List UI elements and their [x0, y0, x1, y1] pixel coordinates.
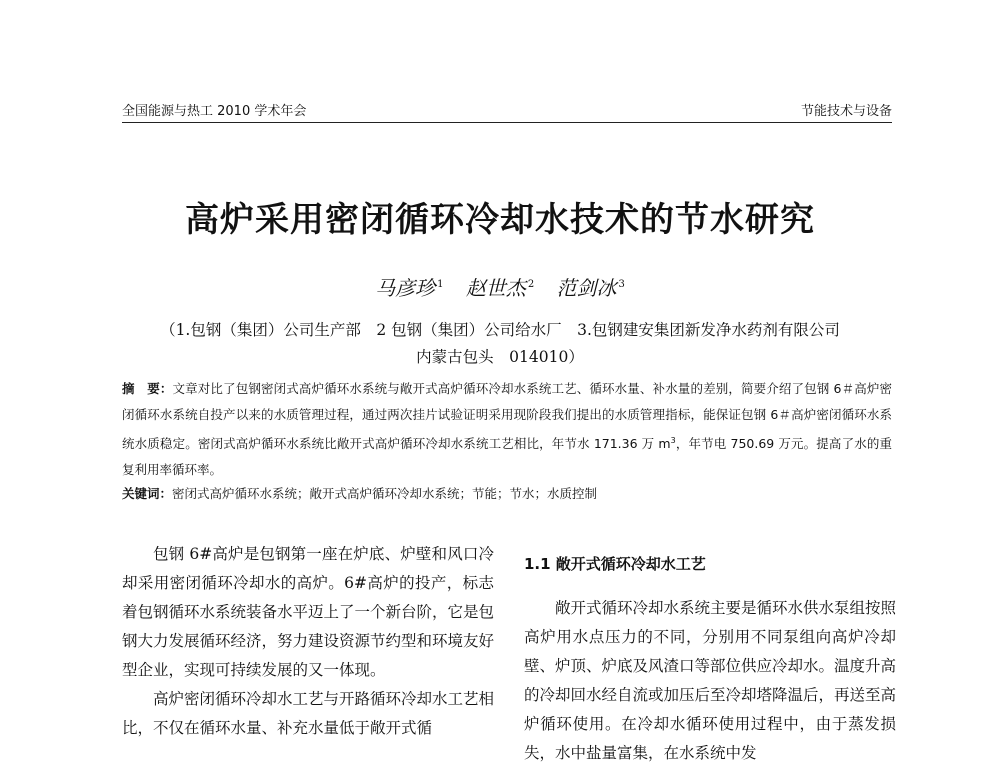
author-1	[375, 276, 443, 300]
abstract-text: 文章对比了包钢密闭式高炉循环水系统与敞开式高炉循环冷却水系统工艺、循环水量、补水量的差别，简要介绍了包钢 6＃高炉密闭循环水系统自投产以来的水质管理过程，通过两次挂片试验证明采用现阶段我们提出的水质管理指标，能保证包钢 6＃高炉密闭循环水系统水质稳定。密闭式高炉循环水系统比敞开式高炉循环冷却水系统工艺相比，年节水 171.36 万 m	[122, 381, 892, 452]
keywords-label: 关键词：	[122, 486, 173, 501]
keywords	[122, 484, 892, 502]
header-section: 节能技术与设备	[800, 104, 892, 119]
running-header	[122, 96, 892, 123]
section-heading: 1.1 敞开式循环冷却水工艺	[524, 555, 706, 573]
keywords-text: 密闭式高炉循环水系统；敞开式高炉循环冷却水系统；节能；节水；水质控制	[172, 486, 598, 501]
abstract-superscript: 3	[670, 436, 676, 445]
author-name: 马彦珍	[375, 276, 436, 300]
author-3	[557, 276, 625, 300]
author-name: 范剑冰	[556, 276, 617, 300]
author-affil-mark: 3	[618, 279, 625, 291]
body-paragraph: 包钢 6#高炉是包钢第一座在炉底、炉壁和风口冷却采用密闭循环冷却水的高炉。6#高炉的投产，标志着包钢循环水系统装备水平迈上了一个新台阶，它是包钢大力发展循环经济，努力建设资源节约型和环境友好型企业，实现可持续发展的又一体现。	[122, 545, 495, 679]
author-2	[466, 276, 534, 300]
paper-title: 高炉采用密闭循环冷却水技术的节水研究	[185, 200, 815, 240]
affiliation-line-1: （1.包钢（集团）公司生产部 2 包钢（集团）公司给水厂 3.包钢建安集团新发净水药剂有限公司	[160, 321, 840, 339]
body-paragraph: 敞开式循环冷却水系统主要是循环水供水泵组按照高炉用水点压力的不同，分别用不同泵组向高炉冷却壁、炉顶、炉底及风渣口等部位供应冷却水。温度升高的冷却回水经自流或加压后至冷却塔降温后，再送至高炉循环使用。在冷却水循环使用过程中，由于蒸发损失，水中盐量富集，在水系统中发	[524, 599, 897, 762]
body-paragraph: 高炉密闭循环冷却水工艺与开路循环冷却水工艺相比，不仅在循环水量、补充水量低于敞开式循	[122, 690, 495, 737]
abstract-label: 摘 要：	[122, 381, 173, 396]
abstract	[122, 376, 892, 483]
author-list	[0, 272, 1000, 301]
author-affil-mark: 1	[437, 279, 444, 291]
header-conference: 全国能源与热工 2010 学术年会	[122, 104, 307, 119]
affiliation-line-2: 内蒙古包头 014010）	[416, 348, 584, 366]
left-column	[122, 540, 494, 743]
abstract-text-end: ，年节电 750.69 万元。提高了水的重复利用率循环率。	[122, 436, 892, 478]
right-column	[524, 540, 896, 768]
author-name: 赵世杰	[465, 276, 526, 300]
author-affil-mark: 2	[527, 279, 535, 291]
